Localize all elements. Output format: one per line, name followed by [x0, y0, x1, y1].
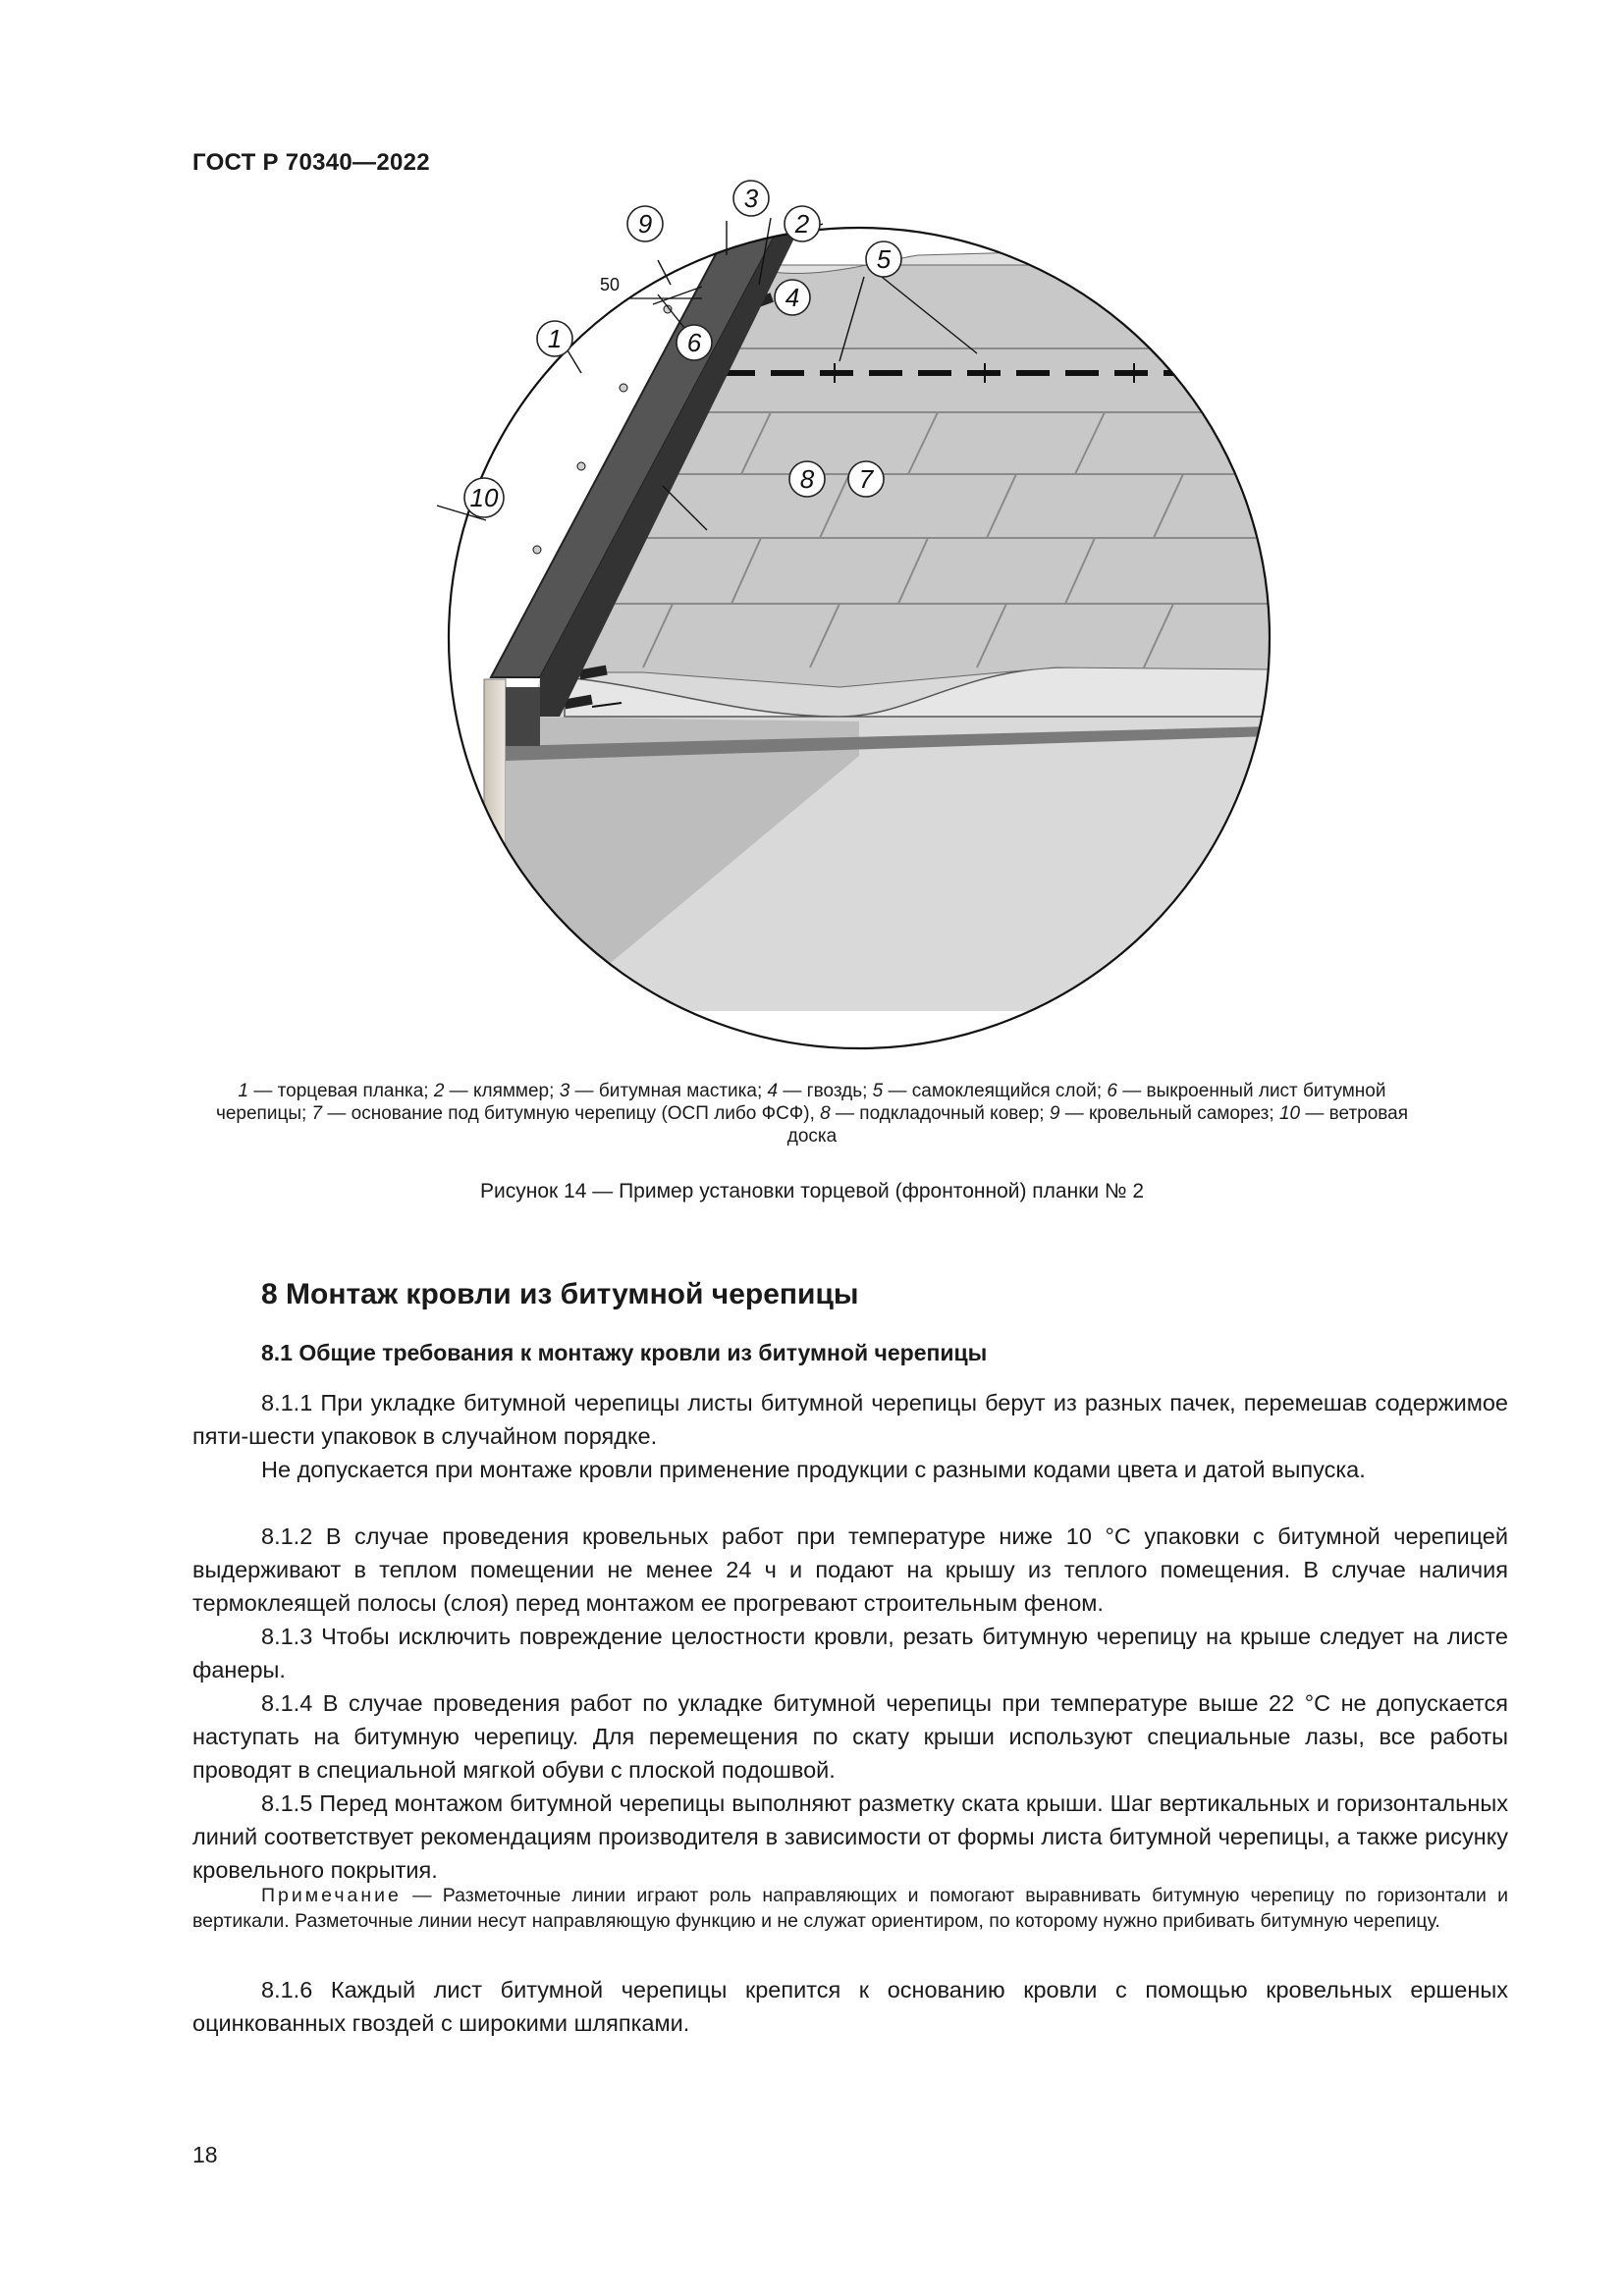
callout-9 — [627, 206, 663, 241]
legend-text-7: — основание под битумную черепицу (ОСП либо ФСФ), — [322, 1103, 821, 1124]
legend-num-8: 8 — [820, 1103, 831, 1124]
legend-num-7: 7 — [311, 1103, 323, 1124]
note-block — [192, 1883, 1508, 1934]
callout-6 — [677, 325, 712, 360]
legend-num-10: 10 — [1278, 1103, 1301, 1124]
svg-text:10: 10 — [469, 483, 499, 512]
figure-roof-diagram — [447, 184, 1272, 1050]
figure-legend — [196, 1080, 1428, 1148]
svg-text:3: 3 — [743, 184, 759, 213]
page-number: 18 — [192, 2142, 218, 2167]
legend-text-2: — кляммер; — [444, 1081, 560, 1101]
note-label: Примечание — [261, 1885, 402, 1906]
subsection-heading: 8.1 Общие требования к монтажу кровли из битумной черепицы — [261, 1340, 988, 1365]
legend-text-8: — подкладочный ковер; — [830, 1103, 1050, 1124]
svg-text:2: 2 — [794, 209, 810, 239]
paragraph-8-1-2: 8.1.2 В случае проведения кровельных работ при температуре ниже 10 °С упаковки с битумной черепицей выдерживают в теплом помещении не менее 24 ч и подают на крышу из теплого помещения. В случае наличия термоклеящей полосы (слоя) перед монтажом ее прогревают строительным феном. — [192, 1523, 1508, 1616]
legend-text-5: — самоклеящийся слой; — [883, 1081, 1108, 1101]
legend-text-6: — выкроенный лист битумной черепицы; — [215, 1081, 1386, 1124]
legend-num-6: 6 — [1107, 1081, 1117, 1101]
legend-text-4: — гвоздь; — [778, 1081, 873, 1101]
svg-text:6: 6 — [686, 328, 702, 357]
legend-num-2: 2 — [433, 1081, 445, 1101]
wind-board — [484, 679, 506, 1050]
note-text: — Разметочные линии играют роль направляющих и помогают выравнивать битумную черепицу по горизонтали и вертикали. Разметочные линии несут направляющую функцию и не служат ориентиром, по которому нужно прибивать битумную черепицу. — [192, 1885, 1508, 1932]
dimension-label: 50 — [600, 275, 621, 294]
paragraph-8-1-4: 8.1.4 В случае проведения работ по укладке битумной черепицы при температуре выше 22 °С не допускается наступать на битумную черепицу. Для перемещения по скату крыши используют специальные лазы, все работы проводят в специальной мягкой обуви с плоской подошвой. — [192, 1690, 1508, 1783]
legend-text-1: — торцевая планка; — [248, 1081, 434, 1101]
paragraph-8-1-5: 8.1.5 Перед монтажом битумной черепицы выполняют разметку ската крыши. Шаг вертикальных и горизонтальных линий соответствует рекомендациям производителя в зависимости от формы листа битумной черепицы, а также рисунку кровельного покрытия. — [192, 1790, 1508, 1883]
legend-num-5: 5 — [872, 1081, 884, 1101]
paragraph-8-1-1: 8.1.1 При укладке битумной черепицы листы битумной черепицы берут из разных пачек, перемешав содержимое пяти-шести упаковок в случайном порядке. — [192, 1390, 1508, 1449]
legend-num-4: 4 — [767, 1081, 779, 1101]
svg-text:8: 8 — [799, 464, 815, 494]
section-heading: 8 Монтаж кровли из битумной черепицы — [261, 1278, 859, 1310]
legend-num-9: 9 — [1049, 1103, 1060, 1124]
legend-text-9: — кровельный саморез; — [1059, 1103, 1279, 1124]
figure-caption: Рисунок 14 — Пример установки торцевой (фронтонной) планки № 2 — [480, 1180, 1144, 1202]
callout-3 — [733, 181, 769, 216]
callout-8 — [789, 461, 825, 497]
svg-text:5: 5 — [876, 244, 892, 274]
svg-text:4: 4 — [785, 283, 800, 312]
paragraph-8-1-3: 8.1.3 Чтобы исключить повреждение целостности кровли, резать битумную черепицу на крыше следует на листе фанеры. — [192, 1624, 1508, 1682]
document-header: ГОСТ Р 70340—2022 — [192, 149, 430, 176]
callout-4 — [775, 280, 810, 315]
callout-10 — [464, 478, 504, 517]
paragraph-8-1-6: 8.1.6 Каждый лист битумной черепицы крепится к основанию кровли с помощью кровельных ершеных оцинкованных гвоздей с широкими шляпками. — [192, 1977, 1508, 2036]
svg-text:7: 7 — [858, 464, 874, 494]
svg-text:1: 1 — [547, 324, 563, 353]
svg-text:9: 9 — [637, 209, 653, 239]
callout-7 — [848, 461, 884, 497]
legend-text-10: — ветровая доска — [786, 1103, 1409, 1147]
callout-2 — [785, 206, 820, 241]
legend-text-3: — битумная мастика; — [569, 1081, 768, 1101]
callout-1 — [537, 321, 572, 356]
callout-5 — [866, 241, 901, 277]
paragraph-restriction: Не допускается при монтаже кровли применение продукции с разными кодами цвета и датой выпуска. — [261, 1457, 1366, 1482]
legend-num-3: 3 — [559, 1081, 570, 1101]
legend-num-1: 1 — [238, 1081, 249, 1101]
